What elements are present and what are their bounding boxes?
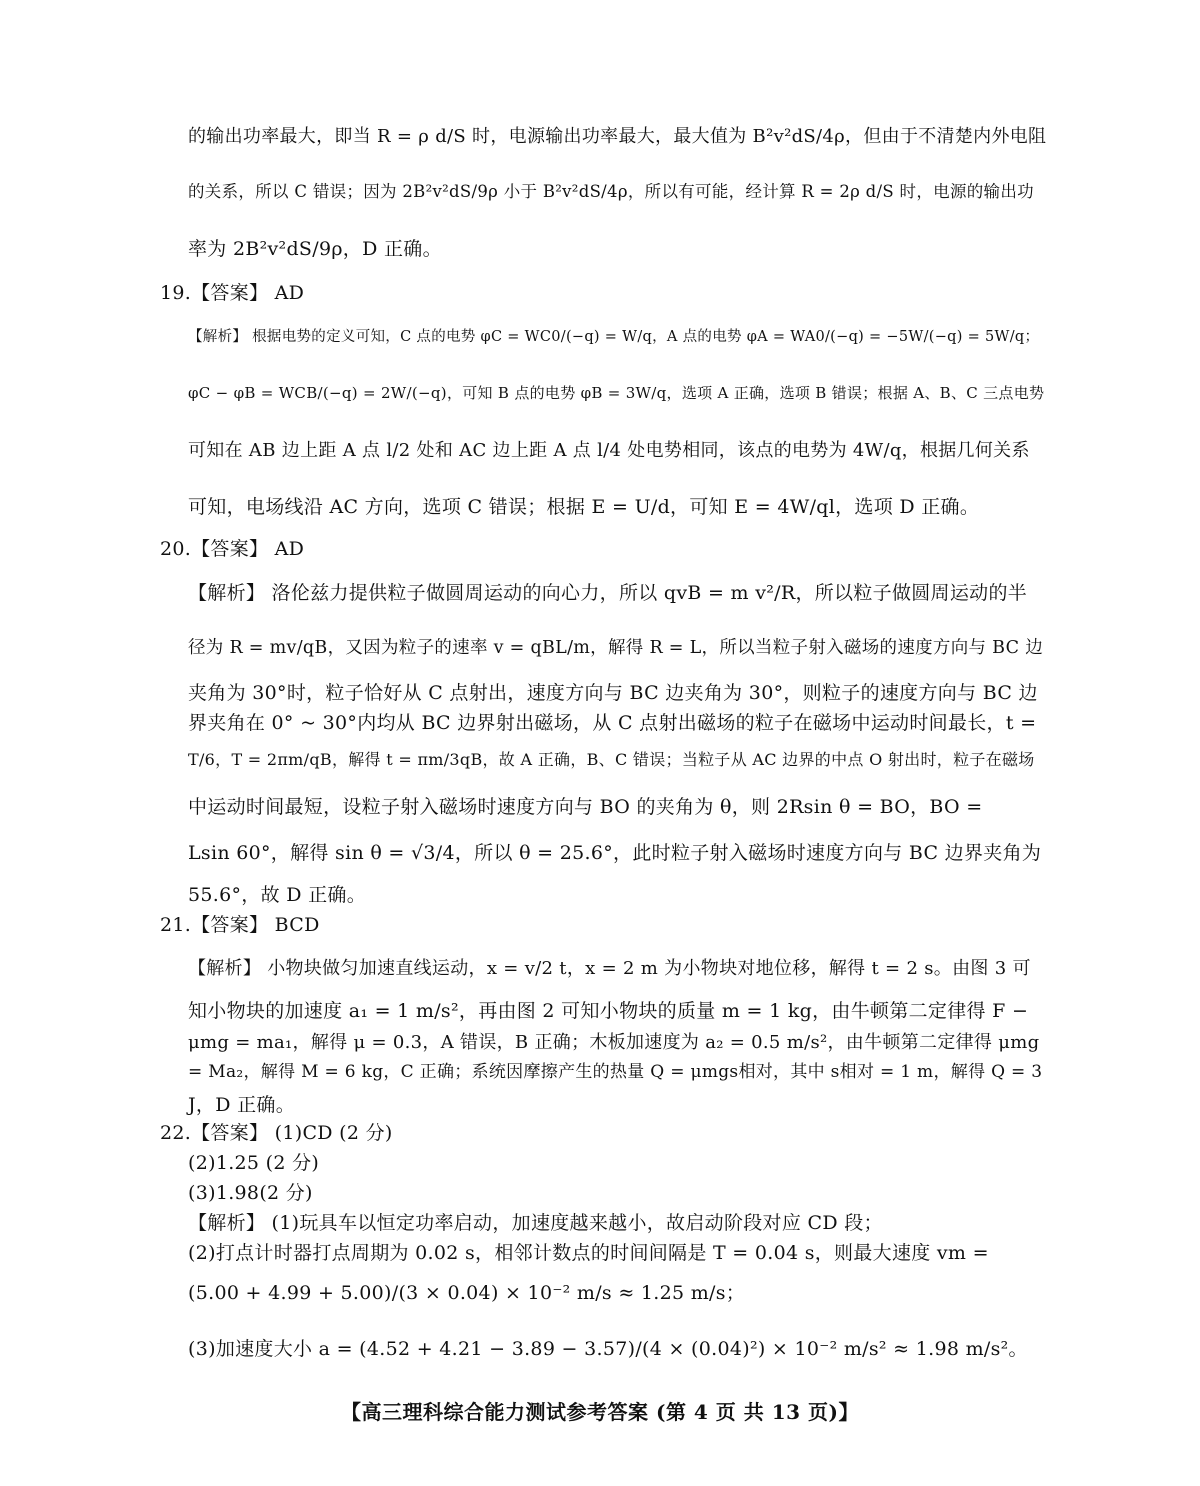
text-line: (3)1.98(2 分)	[188, 1182, 313, 1204]
analysis-line: 【解析】 洛伦兹力提供粒子做圆周运动的向心力，所以 qvB = m v²/R，所以粒子做圆周运动的半	[188, 582, 1028, 604]
answer-heading-21: 21.【答案】 BCD	[160, 914, 320, 936]
text-line: 径为 R = mv/qB，又因为粒子的速率 v = qBL/m，解得 R = L，所以当粒子射入磁场的速度方向与 BC 边	[188, 638, 1044, 658]
text-line: 夹角为 30°时，粒子恰好从 C 点射出，速度方向与 BC 边夹角为 30°，则粒子的速度方向与 BC 边	[188, 682, 1038, 704]
page-footer: 【高三理科综合能力测试参考答案 (第 4 页 共 13 页)】	[341, 1400, 859, 1424]
text-line: T/6，T = 2πm/qB，解得 t = πm/3qB，故 A 正确，B、C 错误；当粒子从 AC 边界的中点 O 射出时，粒子在磁场	[188, 750, 1035, 769]
answer-heading-20: 20.【答案】 AD	[160, 538, 305, 560]
answer-heading-22: 22.【答案】 (1)CD (2 分)	[160, 1122, 393, 1144]
text-line: (2)1.25 (2 分)	[188, 1152, 320, 1174]
text-line: 55.6°，故 D 正确。	[188, 884, 367, 906]
text-line: 中运动时间最短，设粒子射入磁场时速度方向与 BO 的夹角为 θ，则 2Rsin θ = BO，BO =	[188, 796, 983, 818]
formula-line: (5.00 + 4.99 + 5.00)/(3 × 0.04) × 10⁻² m/s ≈ 1.25 m/s；	[188, 1282, 746, 1304]
text-line: 知小物块的加速度 a₁ = 1 m/s²，再由图 2 可知小物块的质量 m = 1 kg，由牛顿第二定律得 F −	[188, 1000, 1029, 1022]
text-line: (2)打点计时器打点周期为 0.02 s，相邻计数点的时间间隔是 T = 0.04 s，则最大速度 vm =	[188, 1242, 989, 1264]
text-line: J，D 正确。	[188, 1094, 295, 1116]
text-line: 界夹角在 0° ~ 30°内均从 BC 边界射出磁场，从 C 点射出磁场的粒子在磁场中运动时间最长，t =	[188, 712, 1037, 734]
text-line: 可知在 AB 边上距 A 点 l/2 处和 AC 边上距 A 点 l/4 处电势相同，该点的电势为 4W/q，根据几何关系	[188, 440, 1030, 461]
text-line: μmg = ma₁，解得 μ = 0.3，A 错误，B 正确；木板加速度为 a₂ = 0.5 m/s²，由牛顿第二定律得 μmg	[188, 1032, 1040, 1053]
analysis-line: 【解析】 (1)玩具车以恒定功率启动，加速度越来越小，故启动阶段对应 CD 段；	[188, 1212, 883, 1234]
answer-heading-19: 19.【答案】 AD	[160, 282, 305, 304]
analysis-line: 【解析】 根据电势的定义可知，C 点的电势 φC = WC0/(−q) = W/q，A 点的电势 φA = WA0/(−q) = −5W/(−q) = 5W/q；	[188, 329, 1040, 345]
text-line: 率为 2B²v²dS/9ρ，D 正确。	[188, 238, 442, 260]
text-line: 的关系，所以 C 错误；因为 2B²v²dS/9ρ 小于 B²v²dS/4ρ，所以有可能，经计算 R = 2ρ d/S 时，电源的输出功	[188, 182, 1034, 201]
text-line: Lsin 60°，解得 sin θ = √3/4，所以 θ = 25.6°，此时粒子射入磁场时速度方向与 BC 边界夹角为	[188, 842, 1042, 864]
formula-line: (3)加速度大小 a = (4.52 + 4.21 − 3.89 − 3.57)/(4 × (0.04)²) × 10⁻² m/s² ≈ 1.98 m/s²。	[188, 1338, 1028, 1360]
analysis-line: 【解析】 小物块做匀加速直线运动，x = v/2 t，x = 2 m 为小物块对地位移，解得 t = 2 s。由图 3 可	[188, 958, 1031, 979]
text-line: φC − φB = WCB/(−q) = 2W/(−q)，可知 B 点的电势 φB = 3W/q，选项 A 正确，选项 B 错误；根据 A、B、C 三点电势	[188, 384, 1045, 402]
text-line: 的输出功率最大，即当 R = ρ d/S 时，电源输出功率最大，最大值为 B²v²dS/4ρ，但由于不清楚内外电阻	[188, 126, 1047, 147]
text-line: 可知，电场线沿 AC 方向，选项 C 错误；根据 E = U/d，可知 E = 4W/ql，选项 D 正确。	[188, 496, 980, 518]
text-line: = Ma₂，解得 M = 6 kg，C 正确；系统因摩擦产生的热量 Q = μmgs相对，其中 s相对 = 1 m，解得 Q = 3	[188, 1062, 1043, 1082]
